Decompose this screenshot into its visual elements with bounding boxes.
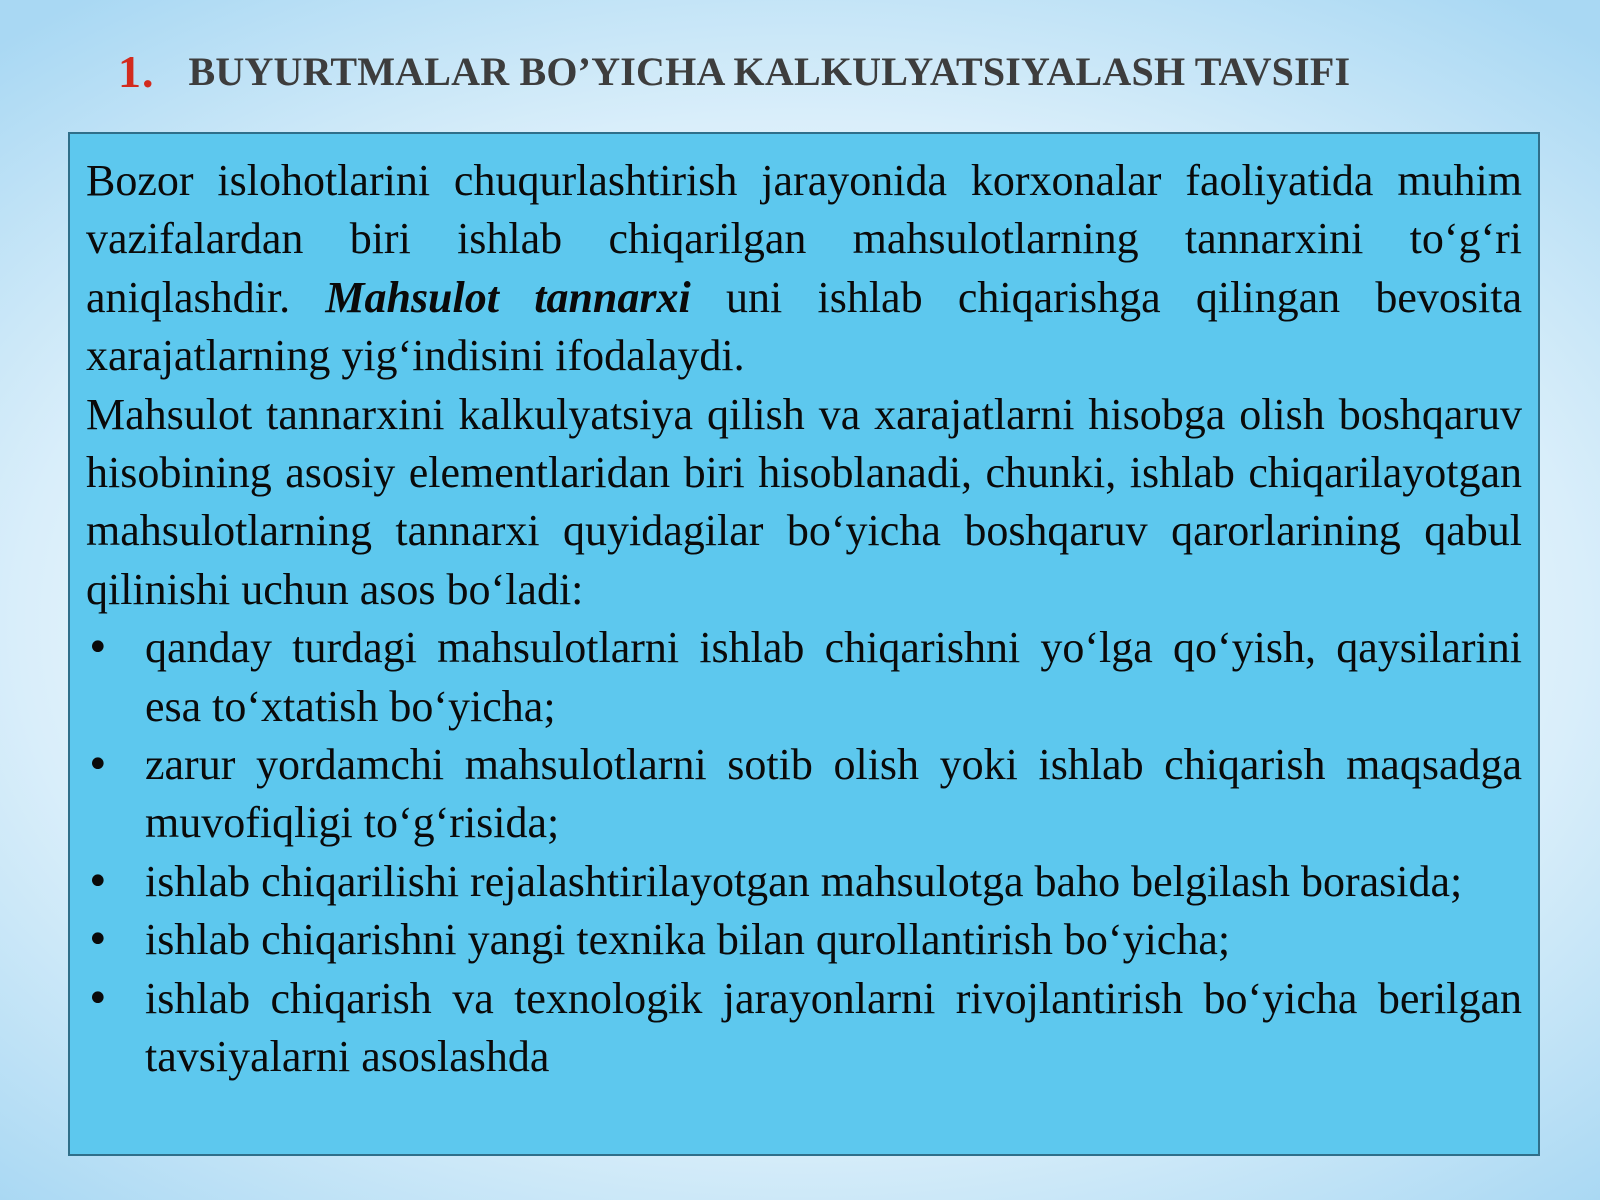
bullet-marker: • (86, 917, 110, 964)
bullet-marker: • (86, 975, 110, 1022)
bullet-text-5: ishlab chiqarish va texnologik jarayonlarni rivojlantirish bo‘yicha berilgan tavsiyalarni asoslashda (145, 973, 1522, 1082)
bullet-marker: • (86, 742, 110, 789)
bullet-list (86, 619, 1522, 1086)
title-text: BUYURTMALAR BO’YICHA KALKULYATSIYALASH TAVSIFI (188, 48, 1351, 94)
emphasis-term: Mahsulot tannarxi (325, 272, 691, 322)
bullet-item-1 (86, 619, 1522, 736)
bullet-text-4: ishlab chiqarishni yangi texnika bilan qurollantirish bo‘yicha; (145, 915, 1231, 965)
bullet-text-1: qanday turdagi mahsulotlarni ishlab chiqarishni yo‘lga qo‘yish, qaysilarini esa to‘xtatish bo‘yicha; (145, 623, 1522, 731)
bullet-item-5 (86, 970, 1522, 1087)
bullet-marker: • (86, 625, 110, 672)
bullet-text-2: zarur yordamchi mahsulotlarni sotib olish yoki ishlab chiqarish maqsadga muvofiqligi to‘g‘risida; (145, 740, 1522, 848)
bullet-item-4 (86, 911, 1522, 969)
bullet-item-2 (86, 736, 1522, 853)
slide-title (118, 38, 1538, 104)
bullet-marker: • (86, 858, 110, 905)
title-number: 1. (118, 45, 155, 97)
second-paragraph: Mahsulot tannarxini kalkulyatsiya qilish va xarajatlarni hisobga olish boshqaruv hisobining asosiy elementlaridan biri hisoblanadi, chunki, ishlab chiqarilayotgan mahsulotlarning tannarxi quyidagilar bo‘yicha boshqaruv qarorlarining qabul qilinishi uchun asos bo‘ladi: (86, 389, 1522, 614)
bullet-text-3: ishlab chiqarilishi rejalashtirilayotgan mahsulotga baho belgilash borasida; (145, 856, 1463, 906)
bullet-item-3 (86, 853, 1522, 911)
intro-text-before: Bozor islohotlarini chuqurlashtirish jarayonida korxonalar faoliyatida muhim vazifalardan biri ishlab chiqarilgan mahsulotlarning tannarxini to‘g‘ri aniqlashdir. (86, 156, 1522, 322)
intro-text-after: uni ishlab chiqarishga qilingan bevosita xarajatlarning yig‘indisini ifodalaydi. (86, 272, 1522, 381)
intro-paragraph (86, 152, 1522, 386)
content-box (68, 132, 1540, 1156)
